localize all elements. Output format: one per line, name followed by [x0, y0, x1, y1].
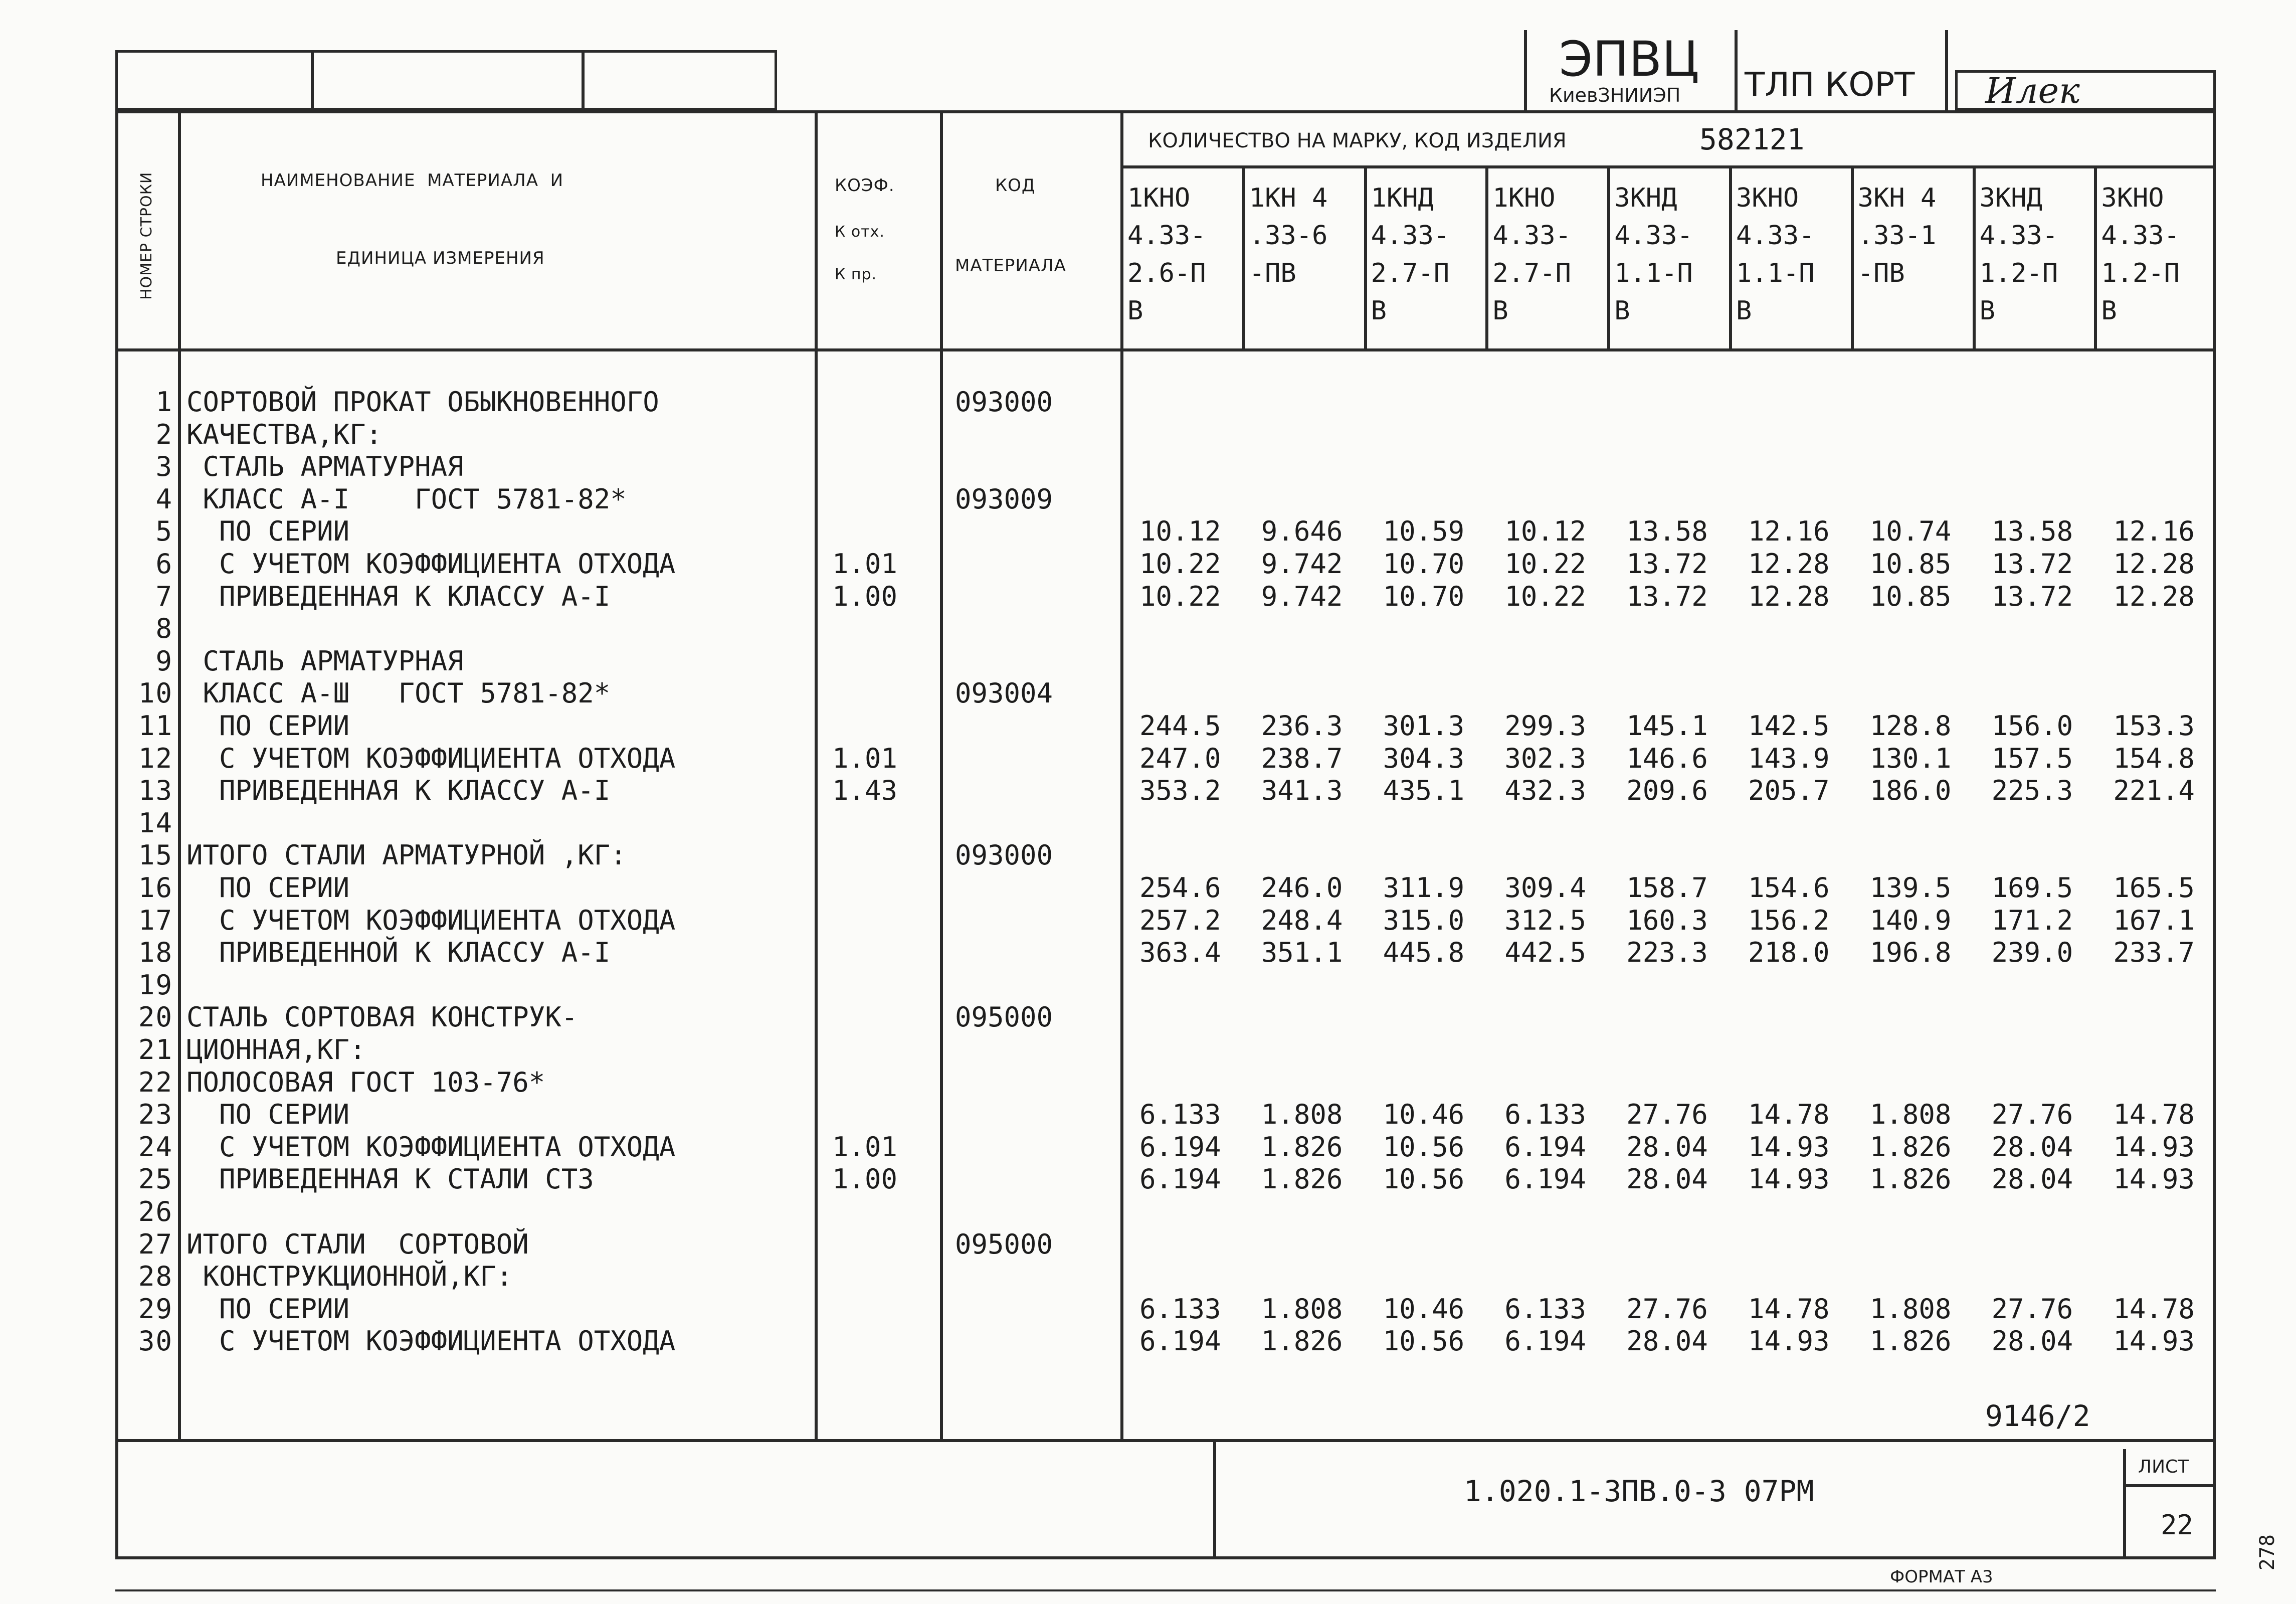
row-value-cell: 10.70: [1383, 580, 1465, 612]
row-value-cell: 10.12: [1504, 515, 1586, 548]
row-value-cell: 6.133: [1504, 1099, 1586, 1131]
row-material-code: 093000: [955, 839, 1053, 871]
row-value-cell: 1.826: [1869, 1131, 1952, 1163]
row-value-cell: 13.58: [1991, 515, 2073, 548]
row-number: 25: [138, 1163, 173, 1195]
row-value-cell: 160.3: [1626, 904, 1708, 936]
row-text: С УЧЕТОМ КОЭФФИЦИЕНТА ОТХОДА: [186, 1131, 676, 1163]
row-text: СТАЛЬ СОРТОВАЯ КОНСТРУК-: [186, 1001, 578, 1033]
row-value-cell: 238.7: [1261, 742, 1343, 774]
row-value-cell: 218.0: [1748, 937, 1830, 969]
row-value-cell: 27.76: [1991, 1293, 2073, 1325]
row-value-cell: 12.28: [1748, 548, 1830, 580]
row-value-cell: 14.93: [2113, 1325, 2195, 1357]
row-value-cell: 156.2: [1748, 904, 1830, 936]
coef-header-line1: КОЭФ.: [835, 175, 895, 196]
mark-header-line: 1.1-П: [1614, 258, 1693, 288]
sheet-label: ЛИСТ: [2138, 1457, 2189, 1477]
row-value-cell: 10.22: [1504, 580, 1586, 612]
row-value-cell: 171.2: [1991, 904, 2073, 936]
mark-header-line: 3КНО: [1736, 183, 1799, 213]
row-text: ПО СЕРИИ: [186, 515, 350, 548]
row-value-cell: 309.4: [1504, 872, 1586, 904]
col-line-coef: [940, 110, 943, 1439]
mark-header-line: .33-1: [1857, 221, 1937, 251]
row-text: ИТОГО СТАЛИ АРМАТУРНОЙ ,КГ:: [186, 839, 627, 871]
row-value-cell: 1.826: [1261, 1325, 1343, 1357]
row-value-cell: 1.808: [1869, 1293, 1952, 1325]
mark-header-line: 3КНО: [2101, 183, 2164, 213]
row-value-cell: 14.93: [1748, 1163, 1830, 1195]
row-text: СОРТОВОЙ ПРОКАТ ОБЫКНОВЕННОГО: [186, 386, 659, 418]
mark-header-line: 4.33-: [1371, 221, 1450, 251]
name-header-line2: ЕДИНИЦА ИЗМЕРЕНИЯ: [336, 248, 545, 268]
row-number: 30: [138, 1325, 173, 1357]
row-text: ИТОГО СТАЛИ СОРТОВОЙ: [186, 1228, 529, 1260]
row-value-cell: 12.28: [1748, 580, 1830, 612]
row-value-cell: 143.9: [1748, 742, 1830, 774]
row-value-cell: 10.56: [1383, 1131, 1465, 1163]
row-value-cell: 13.72: [1626, 548, 1708, 580]
row-value-cell: 10.85: [1869, 548, 1952, 580]
top-left-stamp-boxes: [115, 50, 777, 110]
mark-header-line: 2.7-П: [1371, 258, 1450, 288]
row-value-cell: 9.742: [1261, 548, 1343, 580]
row-value-cell: 209.6: [1626, 775, 1708, 807]
footer-divider: [1213, 1439, 1216, 1559]
mark-header-line: 3КН 4: [1857, 183, 1937, 213]
row-value-cell: 257.2: [1139, 904, 1221, 936]
row-value-cell: 351.1: [1261, 937, 1343, 969]
handwritten-signature: Илек: [1985, 70, 2080, 111]
row-value-cell: 1.808: [1869, 1099, 1952, 1131]
row-value-cell: 6.194: [1139, 1325, 1221, 1357]
row-value-cell: 14.93: [2113, 1131, 2195, 1163]
row-value-cell: 145.1: [1626, 710, 1708, 742]
row-value-cell: 128.8: [1869, 710, 1952, 742]
mark-header-line: 1.2-П: [1979, 258, 2058, 288]
footer-divider: [2123, 1449, 2126, 1559]
code-header-line1: КОД: [995, 175, 1036, 196]
mark-header-line: 4.33-: [1979, 221, 2058, 251]
row-number: 18: [138, 937, 173, 969]
org-code: ТЛП КОРТ: [1745, 65, 1915, 104]
row-text: ПРИВЕДЕННАЯ К КЛАССУ А-I: [186, 580, 611, 612]
mark-header-line: В: [1979, 296, 1995, 326]
mark-header-line: 4.33-: [1614, 221, 1693, 251]
row-value-cell: 6.133: [1139, 1293, 1221, 1325]
row-value-cell: 14.93: [2113, 1163, 2195, 1195]
row-text: КОНСТРУКЦИОННОЙ,КГ:: [186, 1261, 513, 1293]
row-text: ПОЛОСОВАЯ ГОСТ 103-76*: [186, 1066, 545, 1098]
row-value-cell: 10.56: [1383, 1325, 1465, 1357]
row-value-cell: 13.72: [1991, 548, 2073, 580]
row-value-cell: 10.85: [1869, 580, 1952, 612]
row-coef: 1.01: [832, 548, 898, 580]
document-designation: 1.020.1-3ПВ.0-3 07РМ: [1464, 1474, 1814, 1508]
row-value-cell: 247.0: [1139, 742, 1221, 774]
row-value-cell: 186.0: [1869, 775, 1952, 807]
footer-sheet-line: [2123, 1484, 2216, 1487]
row-value-cell: 6.194: [1139, 1163, 1221, 1195]
row-value-cell: 221.4: [2113, 775, 2195, 807]
row-text: С УЧЕТОМ КОЭФФИЦИЕНТА ОТХОДА: [186, 548, 676, 580]
row-value-cell: 254.6: [1139, 872, 1221, 904]
mark-col-line: [1851, 165, 1854, 348]
row-number: 2: [155, 418, 173, 450]
row-value-cell: 246.0: [1261, 872, 1343, 904]
row-value-cell: 6.194: [1139, 1131, 1221, 1163]
col-line-name: [815, 110, 818, 1439]
row-number: 1: [155, 386, 173, 418]
row-value-cell: 27.76: [1626, 1099, 1708, 1131]
row-value-cell: 28.04: [1626, 1131, 1708, 1163]
row-coef: 1.01: [832, 1131, 898, 1163]
mark-header-line: 1.2-П: [2101, 258, 2180, 288]
row-number: 28: [138, 1261, 173, 1293]
mark-header-line: В: [1371, 296, 1387, 326]
row-text: ПРИВЕДЕННОЙ К КЛАССУ А-I: [186, 937, 611, 969]
row-value-cell: 14.93: [1748, 1131, 1830, 1163]
row-number: 27: [138, 1228, 173, 1260]
divider: [1524, 30, 1527, 110]
row-text: КЛАСС А-Ш ГОСТ 5781-82*: [186, 677, 611, 709]
row-value-cell: 315.0: [1383, 904, 1465, 936]
row-number: 19: [138, 969, 173, 1001]
row-value-cell: 6.133: [1139, 1099, 1221, 1131]
row-material-code: 093004: [955, 677, 1053, 709]
row-text: С УЧЕТОМ КОЭФФИЦИЕНТА ОТХОДА: [186, 742, 676, 774]
row-number: 29: [138, 1293, 173, 1325]
row-text: ПРИВЕДЕННАЯ К КЛАССУ А-I: [186, 775, 611, 807]
qty-header-line: [1120, 165, 2216, 168]
row-number: 3: [155, 451, 173, 483]
row-value-cell: 236.3: [1261, 710, 1343, 742]
row-number: 26: [138, 1196, 173, 1227]
org-name: КиевЗНИИЭП: [1549, 84, 1681, 106]
row-value-cell: 28.04: [1991, 1163, 2073, 1195]
row-value-cell: 10.22: [1504, 548, 1586, 580]
row-value-cell: 353.2: [1139, 775, 1221, 807]
row-value-cell: 301.3: [1383, 710, 1465, 742]
row-value-cell: 12.28: [2113, 580, 2195, 612]
row-value-cell: 14.93: [1748, 1325, 1830, 1357]
row-number: 23: [138, 1099, 173, 1131]
row-number: 16: [138, 872, 173, 904]
row-value-cell: 156.0: [1991, 710, 2073, 742]
row-value-cell: 13.72: [1626, 580, 1708, 612]
mark-header-line: В: [1127, 296, 1143, 326]
row-value-cell: 28.04: [1626, 1325, 1708, 1357]
row-number: 7: [155, 580, 173, 612]
row-value-cell: 10.46: [1383, 1293, 1465, 1325]
row-value-cell: 146.6: [1626, 742, 1708, 774]
mark-header-line: 4.33-: [1127, 221, 1206, 251]
format-label: ФОРМАТ А3: [1890, 1567, 1993, 1587]
mark-header-line: 4.33-: [1736, 221, 1815, 251]
row-value-cell: 435.1: [1383, 775, 1465, 807]
qty-header: КОЛИЧЕСТВО НА МАРКУ, КОД ИЗДЕЛИЯ: [1148, 129, 1567, 152]
row-material-code: 095000: [955, 1001, 1053, 1033]
row-value-cell: 10.56: [1383, 1163, 1465, 1195]
row-value-cell: 341.3: [1261, 775, 1343, 807]
row-value-cell: 311.9: [1383, 872, 1465, 904]
row-number: 12: [138, 742, 173, 774]
row-text: ПО СЕРИИ: [186, 872, 350, 904]
row-coef: 1.01: [832, 742, 898, 774]
row-text: ПРИВЕДЕННАЯ К СТАЛИ СТЗ: [186, 1163, 594, 1195]
row-number: 11: [138, 710, 173, 742]
mark-col-line: [1729, 165, 1732, 348]
row-number: 15: [138, 839, 173, 871]
mark-header-line: 1КНО: [1127, 183, 1191, 213]
row-value-cell: 139.5: [1869, 872, 1952, 904]
mark-header-line: В: [1614, 296, 1630, 326]
row-value-cell: 14.78: [1748, 1099, 1830, 1131]
row-material-code: 093009: [955, 483, 1053, 515]
row-value-cell: 140.9: [1869, 904, 1952, 936]
row-value-cell: 142.5: [1748, 710, 1830, 742]
row-coef: 1.00: [832, 580, 898, 612]
row-value-cell: 130.1: [1869, 742, 1952, 774]
row-value-cell: 248.4: [1261, 904, 1343, 936]
row-value-cell: 6.194: [1504, 1163, 1586, 1195]
col-line-rownum: [178, 110, 181, 1439]
row-value-cell: 14.78: [2113, 1099, 2195, 1131]
row-number: 8: [155, 613, 173, 645]
row-value-cell: 1.826: [1261, 1163, 1343, 1195]
row-value-cell: 12.28: [2113, 548, 2195, 580]
stamp-number: 9146/2: [1985, 1399, 2090, 1433]
bottom-rule: [115, 1589, 2216, 1591]
row-number: 24: [138, 1131, 173, 1163]
row-value-cell: 6.194: [1504, 1325, 1586, 1357]
row-value-cell: 1.826: [1869, 1325, 1952, 1357]
row-value-cell: 233.7: [2113, 937, 2195, 969]
divider: [1945, 30, 1948, 110]
mark-header-line: 1.1-П: [1736, 258, 1815, 288]
mark-header-line: 1КН 4: [1249, 183, 1328, 213]
mark-header-line: 3КНД: [1979, 183, 2042, 213]
row-value-cell: 14.78: [1748, 1293, 1830, 1325]
row-value-cell: 27.76: [1991, 1099, 2073, 1131]
row-value-cell: 28.04: [1991, 1325, 2073, 1357]
row-value-cell: 223.3: [1626, 937, 1708, 969]
row-value-cell: 10.22: [1139, 548, 1221, 580]
mark-header-line: В: [2101, 296, 2117, 326]
side-number: 278: [2256, 1534, 2279, 1571]
row-value-cell: 10.59: [1383, 515, 1465, 548]
mark-header-line: В: [1736, 296, 1752, 326]
row-value-cell: 304.3: [1383, 742, 1465, 774]
row-value-cell: 225.3: [1991, 775, 2073, 807]
row-value-cell: 27.76: [1626, 1293, 1708, 1325]
row-value-cell: 157.5: [1991, 742, 2073, 774]
row-value-cell: 299.3: [1504, 710, 1586, 742]
mark-header-line: -ПВ: [1249, 258, 1296, 288]
divider: [1735, 30, 1738, 110]
sheet-number: 22: [2161, 1509, 2194, 1541]
row-number: 13: [138, 775, 173, 807]
row-value-cell: 196.8: [1869, 937, 1952, 969]
row-number: 22: [138, 1066, 173, 1098]
row-text: СТАЛЬ АРМАТУРНАЯ: [186, 645, 464, 677]
mark-header-line: 1КНО: [1492, 183, 1556, 213]
mark-col-line: [1364, 165, 1367, 348]
row-value-cell: 14.78: [2113, 1293, 2195, 1325]
row-value-cell: 1.826: [1869, 1163, 1952, 1195]
mark-header-line: 2.7-П: [1492, 258, 1571, 288]
row-value-cell: 1.808: [1261, 1099, 1343, 1131]
mark-header-line: 4.33-: [2101, 221, 2180, 251]
row-value-cell: 12.16: [1748, 515, 1830, 548]
row-value-cell: 167.1: [2113, 904, 2195, 936]
row-text: С УЧЕТОМ КОЭФФИЦИЕНТА ОТХОДА: [186, 904, 676, 936]
row-value-cell: 153.3: [2113, 710, 2195, 742]
row-value-cell: 239.0: [1991, 937, 2073, 969]
row-number: 20: [138, 1001, 173, 1033]
row-value-cell: 13.58: [1626, 515, 1708, 548]
row-value-cell: 1.808: [1261, 1293, 1343, 1325]
row-number: 14: [138, 807, 173, 839]
row-text: СТАЛЬ АРМАТУРНАЯ: [186, 451, 464, 483]
row-value-cell: 10.12: [1139, 515, 1221, 548]
mark-header-line: В: [1492, 296, 1508, 326]
row-value-cell: 363.4: [1139, 937, 1221, 969]
header-separator: [115, 348, 2216, 351]
row-value-cell: 13.72: [1991, 580, 2073, 612]
row-material-code: 095000: [955, 1228, 1053, 1260]
coef-header-line2: К отх.: [835, 223, 885, 241]
row-coef: 1.43: [832, 775, 898, 807]
org-logo: ЭПВЦ: [1559, 31, 1699, 87]
row-value-cell: 442.5: [1504, 937, 1586, 969]
coef-header-line3: К пр.: [835, 266, 877, 283]
row-number: 9: [155, 645, 173, 677]
row-text: ПО СЕРИИ: [186, 710, 350, 742]
row-number: 6: [155, 548, 173, 580]
row-value-cell: 158.7: [1626, 872, 1708, 904]
row-value-cell: 205.7: [1748, 775, 1830, 807]
row-value-cell: 10.70: [1383, 548, 1465, 580]
title-block: [1524, 30, 2216, 110]
row-number: 4: [155, 483, 173, 515]
row-value-cell: 302.3: [1504, 742, 1586, 774]
name-header-line1: НАИМЕНОВАНИЕ МАТЕРИАЛА И: [261, 170, 563, 191]
row-text: КЛАСС А-I ГОСТ 5781-82*: [186, 483, 627, 515]
divider: [311, 50, 314, 110]
row-number-header: НОМЕР СТРОКИ: [138, 171, 155, 300]
row-value-cell: 312.5: [1504, 904, 1586, 936]
row-number: 10: [138, 677, 173, 709]
table-bottom-border: [115, 1439, 2216, 1442]
row-value-cell: 9.646: [1261, 515, 1343, 548]
row-value-cell: 28.04: [1991, 1131, 2073, 1163]
row-value-cell: 169.5: [1991, 872, 2073, 904]
row-value-cell: 12.16: [2113, 515, 2195, 548]
row-value-cell: 10.74: [1869, 515, 1952, 548]
row-value-cell: 154.6: [1748, 872, 1830, 904]
mark-col-line: [1973, 165, 1976, 348]
col-line-code: [1120, 110, 1123, 1439]
mark-header-line: -ПВ: [1857, 258, 1905, 288]
mark-col-line: [2094, 165, 2097, 348]
product-code: 582121: [1699, 122, 1805, 156]
row-text: ЦИОННАЯ,КГ:: [186, 1034, 366, 1065]
row-text: С УЧЕТОМ КОЭФФИЦИЕНТА ОТХОДА: [186, 1325, 676, 1357]
row-text: ПО СЕРИИ: [186, 1099, 350, 1131]
row-value-cell: 154.8: [2113, 742, 2195, 774]
mark-header-line: 4.33-: [1492, 221, 1571, 251]
row-value-cell: 1.826: [1261, 1131, 1343, 1163]
row-text: КАЧЕСТВА,КГ:: [186, 418, 382, 450]
row-value-cell: 6.133: [1504, 1293, 1586, 1325]
mark-col-line: [1607, 165, 1610, 348]
mark-header-line: 2.6-П: [1127, 258, 1206, 288]
row-material-code: 093000: [955, 386, 1053, 418]
divider: [582, 50, 585, 110]
mark-header-line: 1КНД: [1371, 183, 1434, 213]
row-value-cell: 6.194: [1504, 1131, 1586, 1163]
row-value-cell: 10.22: [1139, 580, 1221, 612]
mark-header-line: 3КНД: [1614, 183, 1677, 213]
row-value-cell: 9.742: [1261, 580, 1343, 612]
mark-col-line: [1242, 165, 1245, 348]
code-header-line2: МАТЕРИАЛА: [955, 256, 1066, 276]
mark-header-line: .33-6: [1249, 221, 1328, 251]
row-value-cell: 10.46: [1383, 1099, 1465, 1131]
row-number: 17: [138, 904, 173, 936]
row-coef: 1.00: [832, 1163, 898, 1195]
row-value-cell: 445.8: [1383, 937, 1465, 969]
row-value-cell: 28.04: [1626, 1163, 1708, 1195]
mark-col-line: [1485, 165, 1488, 348]
row-number: 21: [138, 1034, 173, 1065]
row-number: 5: [155, 515, 173, 548]
row-value-cell: 244.5: [1139, 710, 1221, 742]
row-value-cell: 432.3: [1504, 775, 1586, 807]
row-value-cell: 165.5: [2113, 872, 2195, 904]
row-text: ПО СЕРИИ: [186, 1293, 350, 1325]
